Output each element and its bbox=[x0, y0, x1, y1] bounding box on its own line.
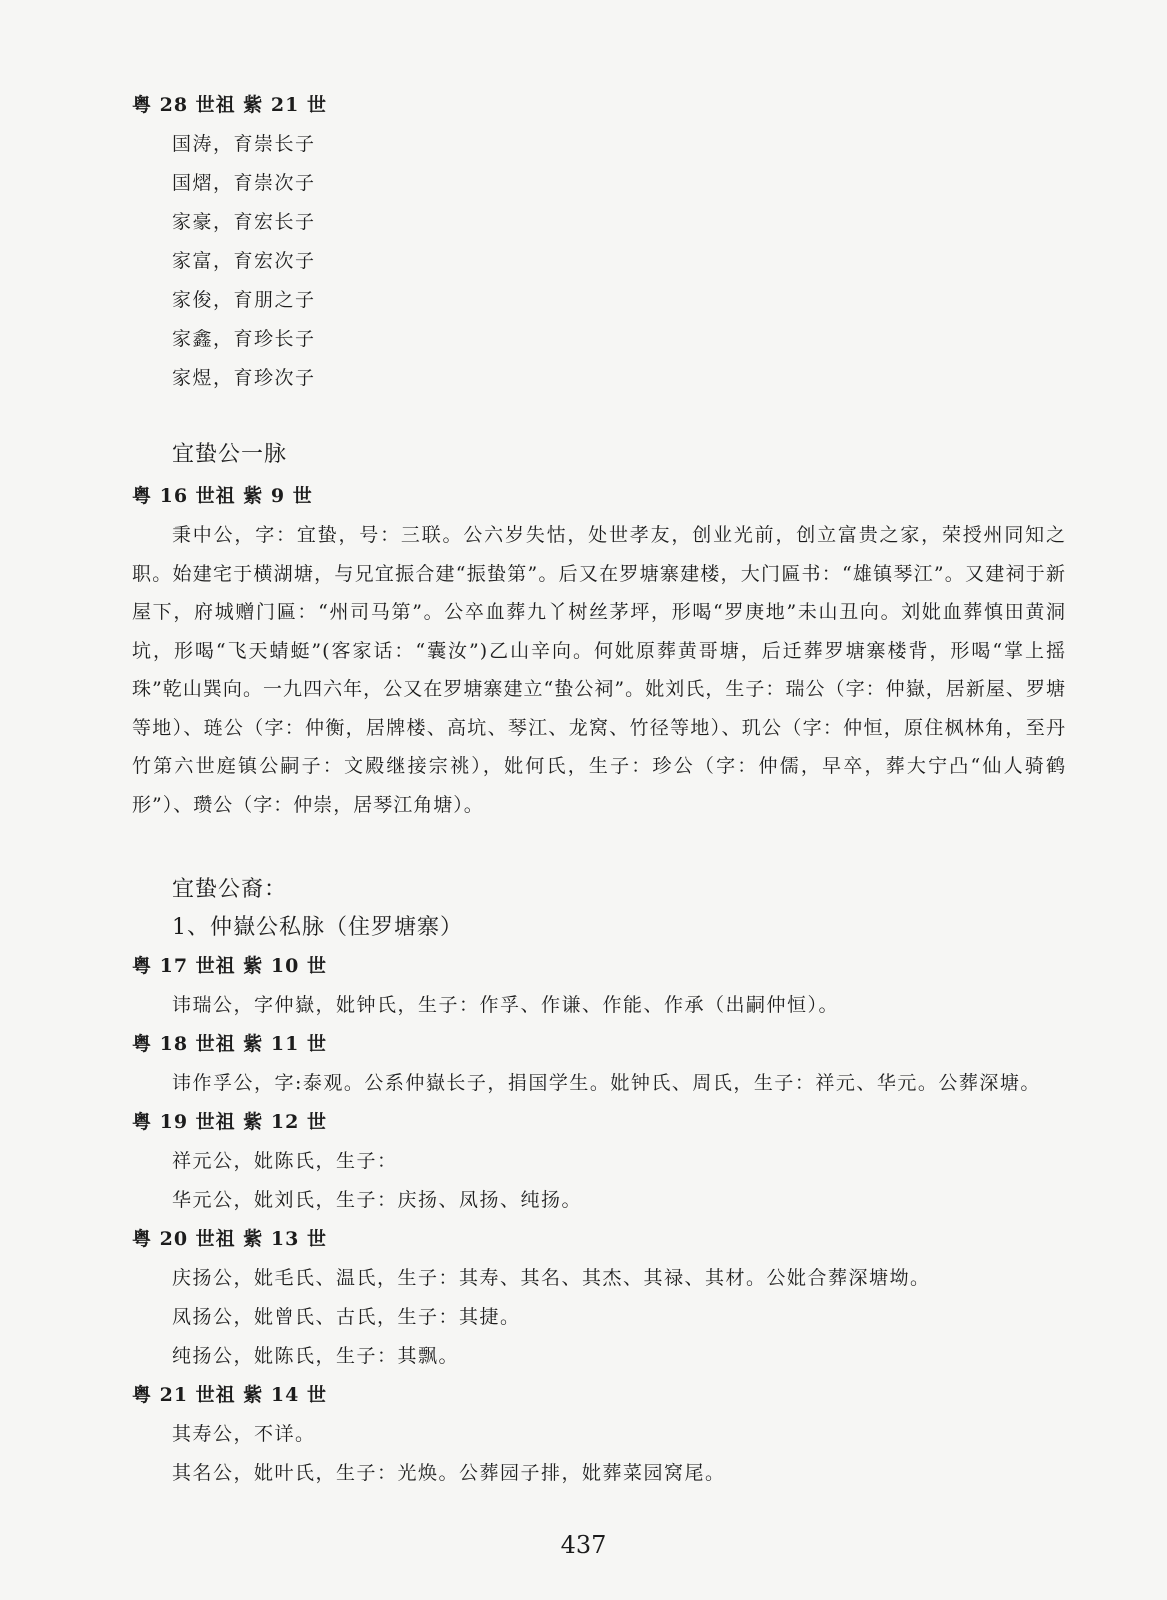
entry-line: 华元公，妣刘氏，生子：庆扬、凤扬、纯扬。 bbox=[172, 1189, 583, 1211]
entry-line: 讳作孚公，字:泰观。公系仲嶽长子，捐国学生。妣钟氏、周氏，生子：祥元、华元。公葬深塘。 bbox=[172, 1072, 1041, 1094]
entry-line: 其名公，妣叶氏，生子：光焕。公葬园子排，妣葬菜园窝尾。 bbox=[172, 1462, 726, 1484]
generation-heading-17: 粤 17 世祖 紫 10 世 bbox=[132, 955, 327, 977]
generation-heading-16: 粤 16 世祖 紫 9 世 bbox=[132, 485, 313, 507]
entry-line: 家煜，育珍次子 bbox=[172, 367, 316, 389]
generation-heading-19: 粤 19 世祖 紫 12 世 bbox=[132, 1111, 327, 1133]
biography-paragraph: 秉中公，字：宜蛰，号：三联。公六岁失怙，处世孝友，创业光前，创立富贵之家，荣授州同知之职。始建宅于横湖塘，与兄宜振合建“振蛰第”。后又在罗塘寨建楼，大门匾书：“雄镇琴江”。又建祠于新屋下，府城赠门匾：“州司马第”。公卒血葬九丫树丝茅坪，形喝“罗庚地”未山丑向。刘妣血葬慎田黄洞坑，形喝“飞天蜻蜓”(客家话：“囊汝”)乙山辛向。何妣原葬黄哥塘，后迁葬罗塘寨楼背，形喝“掌上摇珠”乾山巽向。一九四六年，公又在罗塘寨建立“蛰公祠”。妣刘氏，生子：瑞公（字：仲嶽，居新屋、罗塘等地）、琏公（字：仲衡，居牌楼、高坑、琴江、龙窝、竹径等地）、玑公（字：仲恒，原住枫林角，至丹竹第六世庭镇公嗣子：文殿继接宗祧），妣何氏，生子：珍公（字：仲儒，早卒，葬大宁凸“仙人骑鹤形”）、瓒公（字：仲崇，居琴江角塘）。 bbox=[132, 524, 1066, 816]
entry-line: 讳瑞公，字仲嶽，妣钟氏，生子：作孚、作谦、作能、作承（出嗣仲恒）。 bbox=[172, 994, 840, 1016]
entry-line: 纯扬公，妣陈氏，生子：其飘。 bbox=[172, 1345, 460, 1367]
entry-line: 国熠，育崇次子 bbox=[172, 172, 316, 194]
section-heading-yizhe-lineage: 宜蛰公一脉 bbox=[172, 442, 288, 467]
entry-line: 家鑫，育珍长子 bbox=[172, 328, 316, 350]
generation-heading-21: 粤 21 世祖 紫 14 世 bbox=[132, 1384, 327, 1406]
entry-line: 庆扬公，妣毛氏、温氏，生子：其寿、其名、其杰、其禄、其材。公妣合葬深塘坳。 bbox=[172, 1267, 931, 1289]
entry-line: 凤扬公，妣曾氏、古氏，生子：其捷。 bbox=[172, 1306, 521, 1328]
subsection-heading-zhongyue: 1、仲嶽公私脉（住罗塘寨） bbox=[172, 915, 463, 940]
page-number: 437 bbox=[560, 1531, 607, 1559]
entry-line: 家富，育宏次子 bbox=[172, 250, 316, 272]
entry-line: 其寿公，不详。 bbox=[172, 1423, 316, 1445]
section-heading-descendants: 宜蛰公裔： bbox=[172, 877, 288, 902]
entry-line: 国涛，育崇长子 bbox=[172, 133, 316, 155]
entry-line: 家俊，育朋之子 bbox=[172, 289, 316, 311]
generation-heading-28: 粤 28 世祖 紫 21 世 bbox=[132, 94, 327, 116]
generation-heading-18: 粤 18 世祖 紫 11 世 bbox=[132, 1033, 327, 1055]
generation-heading-20: 粤 20 世祖 紫 13 世 bbox=[132, 1228, 327, 1250]
entry-line: 祥元公，妣陈氏，生子： bbox=[172, 1150, 398, 1172]
entry-line: 家豪，育宏长子 bbox=[172, 211, 316, 233]
